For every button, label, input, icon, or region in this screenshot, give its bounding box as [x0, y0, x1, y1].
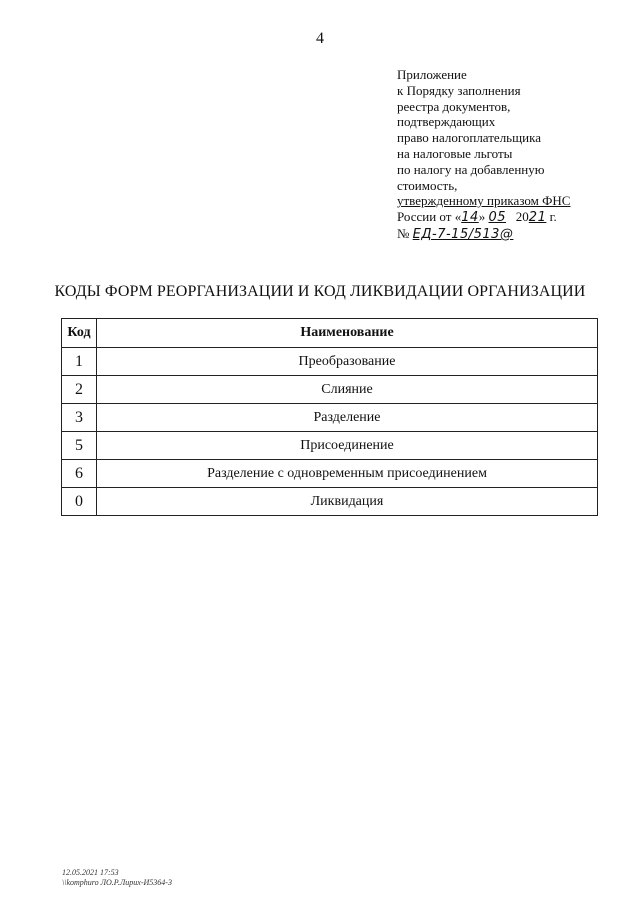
footer-timestamp: 12.05.2021 17:53 — [62, 868, 119, 877]
table-row — [62, 376, 598, 404]
appendix-line: на налоговые льготы — [397, 145, 513, 161]
table-header-row — [62, 319, 598, 348]
row-name: Присоединение — [97, 432, 598, 460]
print-footer — [62, 868, 172, 888]
footer-path: \\komphuro ЛО.Р.Лирих-И5364-3 — [62, 878, 172, 887]
row-name: Преобразование — [97, 348, 598, 376]
header-code: Код — [62, 319, 97, 348]
table-row — [62, 460, 598, 488]
page-number: 4 — [316, 30, 324, 47]
table-row — [62, 404, 598, 432]
appendix-line: утвержденному приказом ФНС — [397, 193, 571, 209]
date-prefix: России от « — [397, 209, 462, 225]
appendix-date-line — [397, 209, 597, 226]
table-row — [62, 488, 598, 516]
date-month: 05 — [488, 210, 507, 226]
header-name: Наименование — [97, 319, 598, 348]
row-name: Разделение — [97, 404, 598, 432]
row-code: 6 — [62, 460, 97, 488]
appendix-block — [397, 67, 597, 243]
date-year-suffix: 21 — [528, 210, 547, 226]
row-name: Разделение с одновременным присоединением — [97, 460, 598, 488]
date-suffix: г. — [546, 209, 557, 225]
row-code: 1 — [62, 348, 97, 376]
date-year-prefix: 20 — [515, 209, 529, 225]
row-code: 2 — [62, 376, 97, 404]
row-name: Слияние — [97, 376, 598, 404]
appendix-line: Приложение — [397, 67, 467, 82]
table-row — [62, 348, 598, 376]
appendix-line: к Порядку заполнения — [397, 82, 521, 98]
document-title: КОДЫ ФОРМ РЕОРГАНИЗАЦИИ И КОД ЛИКВИДАЦИИ ОРГАНИЗАЦИИ — [54, 283, 586, 300]
order-number: ЕД-7-15/513@ — [412, 226, 514, 242]
appendix-line: реестра документов, — [397, 98, 511, 114]
row-code: 3 — [62, 404, 97, 432]
codes-table — [61, 318, 598, 516]
appendix-line: право налогоплательщика — [397, 130, 541, 146]
appendix-line: подтверждающих — [397, 114, 496, 130]
date-day: 14 — [461, 210, 479, 226]
row-name: Ликвидация — [97, 488, 598, 516]
appendix-line: по налогу на добавленную — [397, 161, 545, 177]
row-code: 5 — [62, 432, 97, 460]
date-separator: » — [478, 209, 486, 225]
row-code: 0 — [62, 488, 97, 516]
appendix-number-line — [397, 226, 597, 243]
table-row — [62, 432, 598, 460]
number-prefix: № — [397, 225, 413, 241]
appendix-line: стоимость, — [397, 177, 458, 193]
